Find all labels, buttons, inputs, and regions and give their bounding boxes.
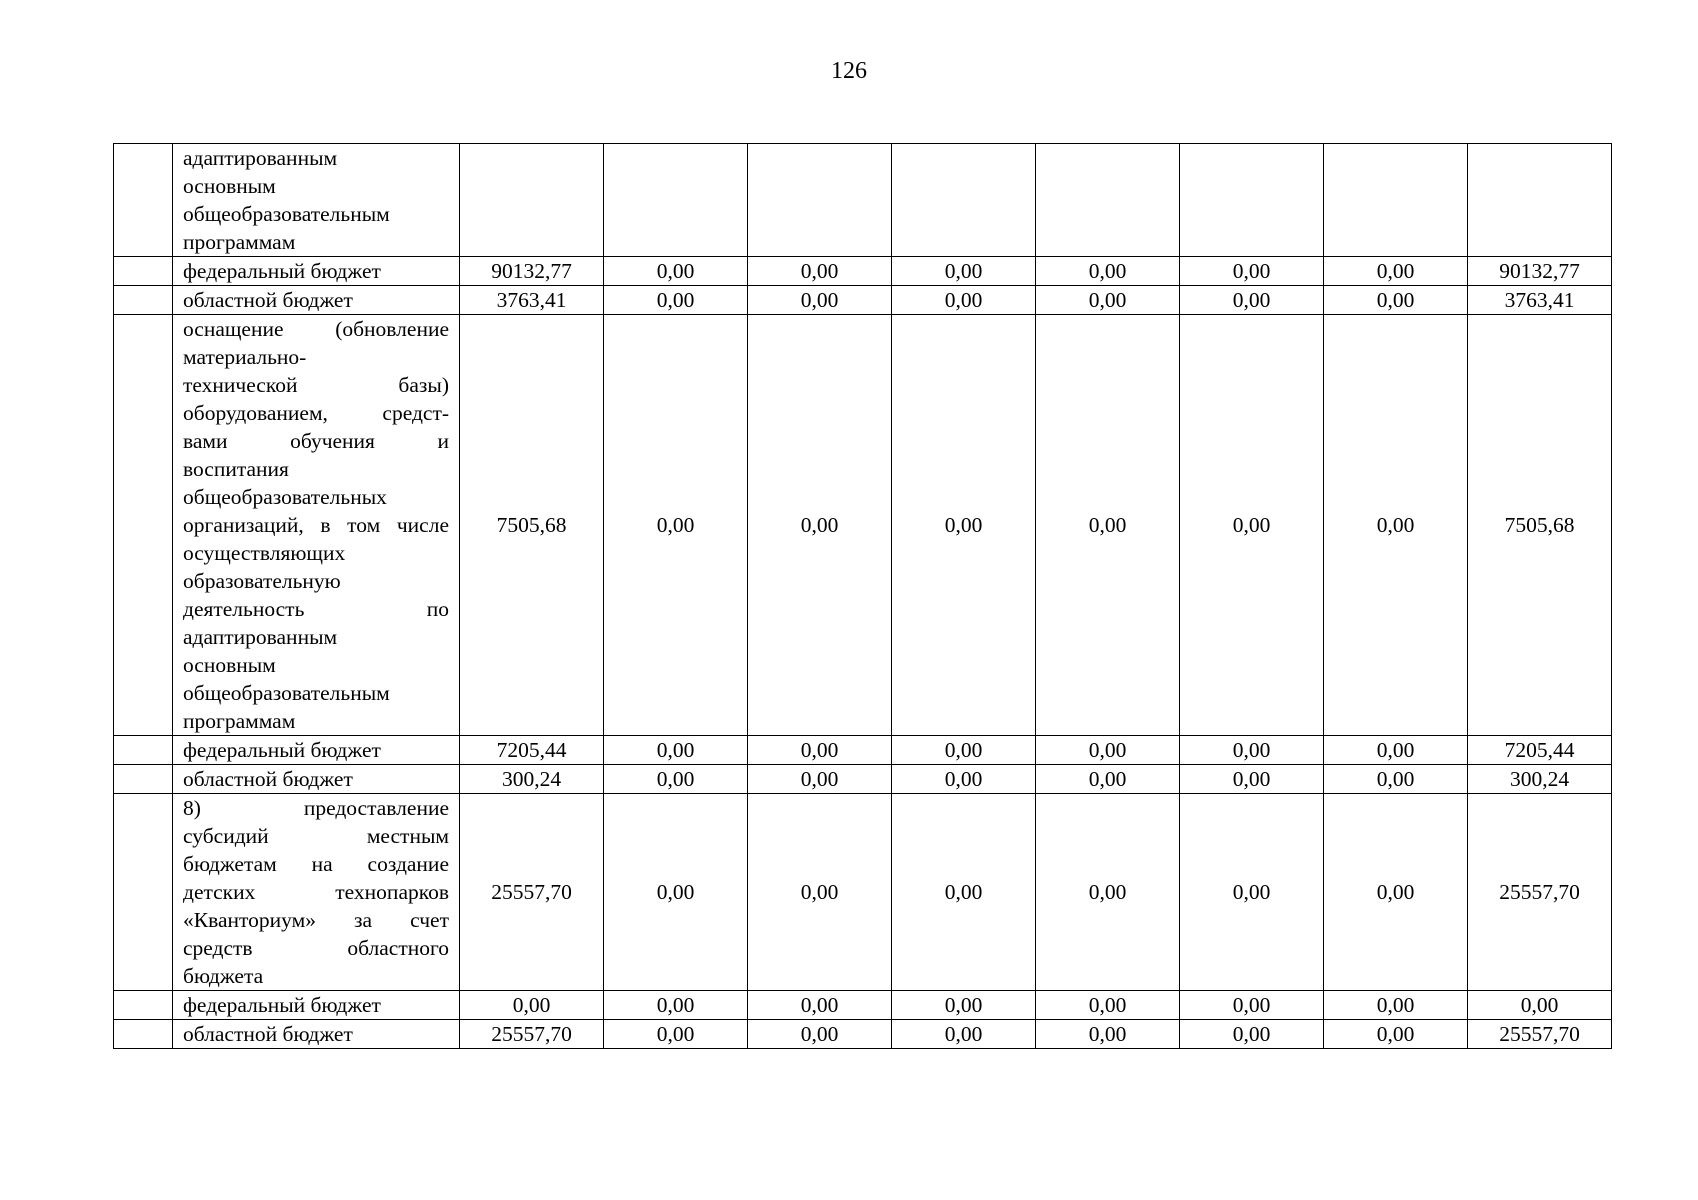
description-line: бюджета [183,964,264,988]
value-cell: 0,00 [604,794,748,991]
value-cell: 0,00 [1180,794,1324,991]
description-line: материально- [183,345,307,369]
row-number-cell [114,736,173,765]
value-cell: 0,00 [892,315,1036,736]
value-cell: 0,00 [892,991,1036,1020]
value-cell: 0,00 [1324,794,1468,991]
total-value-cell: 7505,68 [1468,315,1612,736]
description-line: программам [183,230,296,254]
description-line: 8) предоставление [183,796,449,820]
value-cell: 25557,70 [460,1020,604,1049]
description-line: оборудованием, средст- [183,401,449,425]
value-cell: 0,00 [1324,286,1468,315]
description-line: общеобразовательным [183,681,390,705]
row-number-cell [114,765,173,794]
budget-source-label: федеральный бюджет [183,259,381,283]
row-description-cell [173,315,460,736]
value-cell: 0,00 [1036,991,1180,1020]
total-value-cell: 25557,70 [1468,1020,1612,1049]
page-number: 126 [831,58,867,84]
table-row [114,736,1612,765]
row-number-cell [114,794,173,991]
budget-source-label: федеральный бюджет [183,738,381,762]
value-cell: 3763,41 [460,286,604,315]
value-cell: 0,00 [1180,315,1324,736]
budget-source-label: федеральный бюджет [183,993,381,1017]
row-number-cell [114,315,173,736]
row-description-cell [173,736,460,765]
value-cell: 0,00 [604,991,748,1020]
table-row [114,1020,1612,1049]
row-number-cell [114,991,173,1020]
row-number-cell [114,144,173,257]
description-line: детских технопарков [183,880,449,904]
value-cell: 0,00 [1036,315,1180,736]
value-cell: 7505,68 [460,315,604,736]
row-description-cell [173,286,460,315]
value-cell: 0,00 [892,1020,1036,1049]
row-number-cell [114,257,173,286]
table-row [114,991,1612,1020]
total-value-cell: 90132,77 [1468,257,1612,286]
row-description-cell [173,1020,460,1049]
row-description-cell [173,991,460,1020]
value-cell [1324,144,1468,257]
value-cell [892,144,1036,257]
value-cell: 0,00 [604,286,748,315]
description-line: адаптированным [183,146,338,170]
description-line: средств областного [183,936,449,960]
value-cell: 0,00 [748,257,892,286]
total-value-cell: 0,00 [1468,991,1612,1020]
value-cell: 0,00 [1324,315,1468,736]
value-cell: 0,00 [1180,736,1324,765]
value-cell: 0,00 [604,765,748,794]
value-cell [748,144,892,257]
value-cell: 0,00 [1324,991,1468,1020]
value-cell: 0,00 [604,736,748,765]
value-cell [1180,144,1324,257]
value-cell: 0,00 [1180,765,1324,794]
row-description-cell [173,144,460,257]
description-line: воспитания [183,457,289,481]
budget-source-label: областной бюджет [183,1022,353,1046]
description-line: адаптированным [183,625,338,649]
table-section-row [114,144,1612,257]
value-cell: 0,00 [748,765,892,794]
description-line: субсидий местным [183,824,449,848]
description-line: организаций, в том числе [183,513,449,537]
total-value-cell: 25557,70 [1468,794,1612,991]
description-line: образовательную [183,569,341,593]
description-line: осуществляющих [183,541,346,565]
description-line: вами обучения и [183,429,449,453]
total-value-cell [1468,144,1612,257]
value-cell: 0,00 [460,991,604,1020]
row-description-cell [173,765,460,794]
value-cell: 90132,77 [460,257,604,286]
table-section-row [114,794,1612,991]
value-cell: 0,00 [892,257,1036,286]
value-cell: 0,00 [892,736,1036,765]
value-cell: 7205,44 [460,736,604,765]
value-cell: 0,00 [1180,257,1324,286]
description-line: программам [183,709,296,733]
description-line: оснащение (обновление [183,317,449,341]
value-cell: 0,00 [748,991,892,1020]
value-cell: 0,00 [892,765,1036,794]
budget-table [113,143,1612,1049]
description-line: деятельность по [183,597,449,621]
value-cell: 0,00 [748,286,892,315]
value-cell: 0,00 [1324,257,1468,286]
budget-source-label: областной бюджет [183,288,353,312]
value-cell: 0,00 [1324,736,1468,765]
description-line: основным [183,653,276,677]
description-line: «Кванториум» за счет [183,908,449,932]
total-value-cell: 7205,44 [1468,736,1612,765]
value-cell: 0,00 [1180,286,1324,315]
table-row [114,257,1612,286]
total-value-cell: 3763,41 [1468,286,1612,315]
value-cell: 0,00 [748,1020,892,1049]
value-cell [1036,144,1180,257]
value-cell: 0,00 [1036,1020,1180,1049]
value-cell: 0,00 [1180,991,1324,1020]
row-description-cell [173,794,460,991]
description-line: общеобразовательных [183,485,387,509]
value-cell: 0,00 [604,315,748,736]
value-cell: 0,00 [892,286,1036,315]
value-cell: 0,00 [748,794,892,991]
value-cell: 0,00 [1036,736,1180,765]
value-cell: 300,24 [460,765,604,794]
value-cell: 0,00 [748,315,892,736]
row-description-cell [173,257,460,286]
description-line: общеобразовательным [183,202,390,226]
value-cell: 0,00 [604,1020,748,1049]
value-cell: 0,00 [892,794,1036,991]
table-row [114,286,1612,315]
value-cell [604,144,748,257]
value-cell: 0,00 [1036,286,1180,315]
budget-table-body [114,144,1612,1049]
row-number-cell [114,1020,173,1049]
value-cell: 0,00 [1036,765,1180,794]
value-cell: 0,00 [1324,1020,1468,1049]
value-cell: 0,00 [604,257,748,286]
value-cell [460,144,604,257]
table-row [114,765,1612,794]
description-line: бюджетам на создание [183,852,449,876]
value-cell: 0,00 [1324,765,1468,794]
table-section-row [114,315,1612,736]
description-line: основным [183,174,276,198]
value-cell: 0,00 [1180,1020,1324,1049]
budget-source-label: областной бюджет [183,767,353,791]
value-cell: 0,00 [1036,794,1180,991]
value-cell: 0,00 [748,736,892,765]
total-value-cell: 300,24 [1468,765,1612,794]
row-number-cell [114,286,173,315]
description-line: технической базы) [183,373,449,397]
value-cell: 0,00 [1036,257,1180,286]
value-cell: 25557,70 [460,794,604,991]
